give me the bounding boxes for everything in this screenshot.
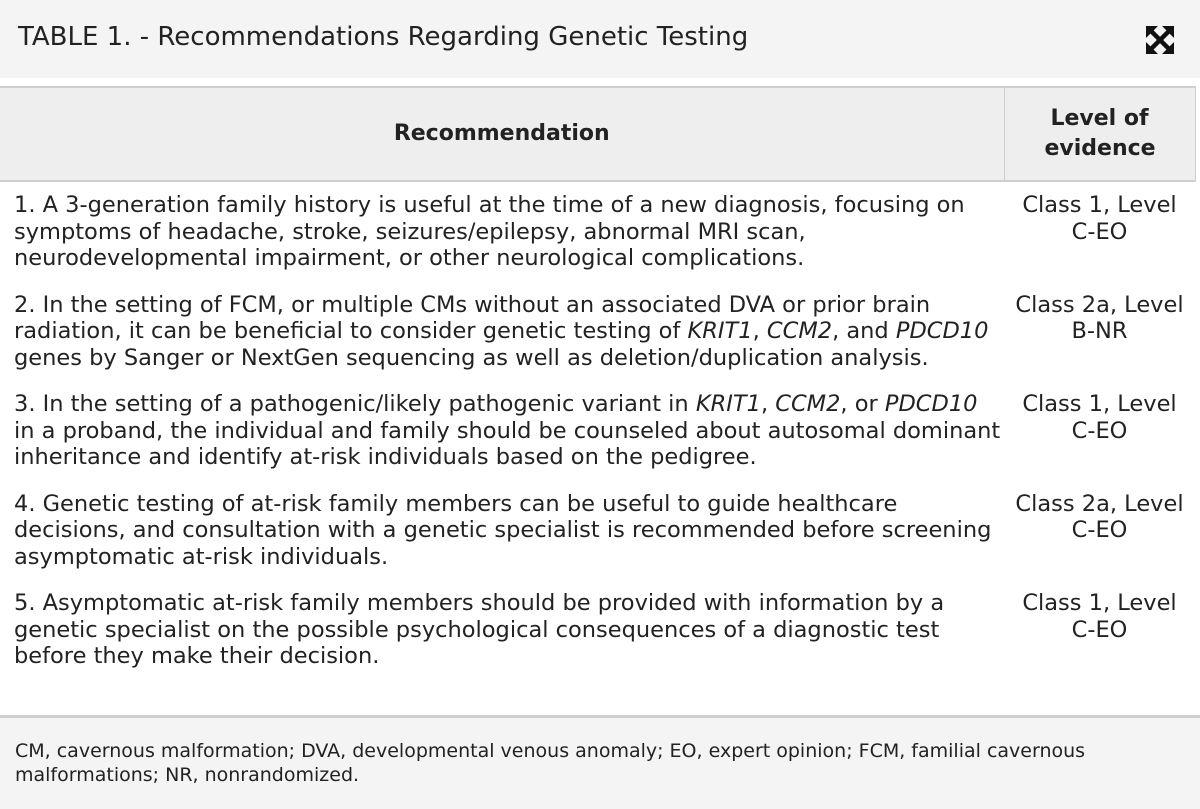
gene-name: CCM2 [775, 391, 841, 417]
recommendation-text [14, 391, 1004, 471]
recommendation-cell [0, 383, 1004, 483]
level-of-evidence-cell [1004, 383, 1195, 483]
column-header-level-text: Level of evidence [1044, 106, 1156, 161]
table-row [0, 582, 1195, 682]
table-row [0, 383, 1195, 483]
table-row [0, 483, 1195, 583]
recommendation-text [14, 491, 1004, 571]
recommendation-text [14, 192, 1004, 272]
footnote: CM, cavernous malformation; DVA, developmental venous anomaly; EO, expert opinion; FCM, familial cavernous malformations; NR, nonrandomized. [15, 740, 1086, 786]
text-segment: in a proband, the individual and family should be counseled about autosomal dominant inheritance and identify at-risk individuals based on the pedigree. [14, 417, 1001, 470]
text-segment: 3. In the setting of a pathogenic/likely pathogenic variant in [14, 391, 696, 417]
evidence-level: C-EO [1071, 417, 1128, 444]
evidence-level: C-EO [1071, 218, 1128, 245]
recommendation-cell [0, 483, 1004, 583]
recommendation-text [14, 590, 1004, 670]
expand-button[interactable] [1140, 20, 1180, 60]
table-title: TABLE 1. - Recommendations Regarding Genetic Testing [18, 22, 749, 52]
level-of-evidence-cell [1004, 181, 1195, 284]
evidence-level: B-NR [1071, 318, 1128, 344]
evidence-class: Class 1, Level [1022, 590, 1177, 616]
text-segment: genes by Sanger or NextGen sequencing as well as deletion/duplication analysis. [14, 344, 929, 371]
table-header-row [0, 87, 1195, 181]
text-segment: , [760, 391, 776, 417]
gene-name: PDCD10 [895, 318, 989, 344]
column-header-recommendation: Recommendation [0, 87, 1004, 181]
evidence-class: Class 1, Level [1022, 192, 1177, 218]
level-of-evidence-cell [1004, 582, 1195, 682]
recommendation-cell [0, 582, 1004, 682]
table-footer [0, 715, 1200, 809]
evidence-class: Class 2a, Level [1015, 291, 1184, 318]
text-segment: 1. A 3-generation family history is useful at the time of a new diagnosis, focusing on symptoms of headache, stroke, seizures/epilepsy, abnormal MRI scan, neurodevelopmental impairment, or other neurological complications. [14, 192, 965, 271]
expand-arrows-icon [1140, 20, 1180, 60]
text-segment: 5. Asymptomatic at-risk family members should be provided with information by a genetic specialist on the possible psychological consequences of a diagnostic test before they make their decision. [14, 590, 945, 669]
level-of-evidence-cell [1004, 483, 1195, 583]
evidence-level: C-EO [1071, 517, 1128, 543]
gene-name: KRIT1 [695, 391, 761, 417]
level-of-evidence-cell [1004, 284, 1195, 384]
text-segment: , or [840, 391, 885, 417]
gene-name: CCM2 [766, 318, 833, 344]
text-segment: 2. In the setting of FCM, or multiple CMs without an associated DVA or prior brain radiation, it can be beneficial to consider genetic testing of [14, 291, 931, 344]
text-segment: , and [832, 318, 896, 344]
table-row [0, 284, 1195, 384]
gene-name: KRIT1 [687, 318, 753, 344]
text-segment: 4. Genetic testing of at-risk family members can be useful to guide healthcare decisions, and consultation with a genetic specialist is recommended before screening asymptomatic at-risk individuals. [14, 490, 992, 570]
evidence-level: C-EO [1071, 616, 1128, 643]
column-header-level-of-evidence [1004, 87, 1195, 181]
recommendation-cell [0, 181, 1004, 284]
gene-name: PDCD10 [884, 391, 978, 417]
table-row [0, 181, 1195, 284]
recommendation-cell [0, 284, 1004, 384]
recommendation-text [14, 292, 1004, 372]
evidence-class: Class 1, Level [1022, 391, 1177, 417]
text-segment: , [752, 318, 767, 344]
evidence-class: Class 2a, Level [1015, 490, 1184, 517]
recommendations-table [0, 86, 1200, 682]
table-header-bar [0, 0, 1200, 78]
